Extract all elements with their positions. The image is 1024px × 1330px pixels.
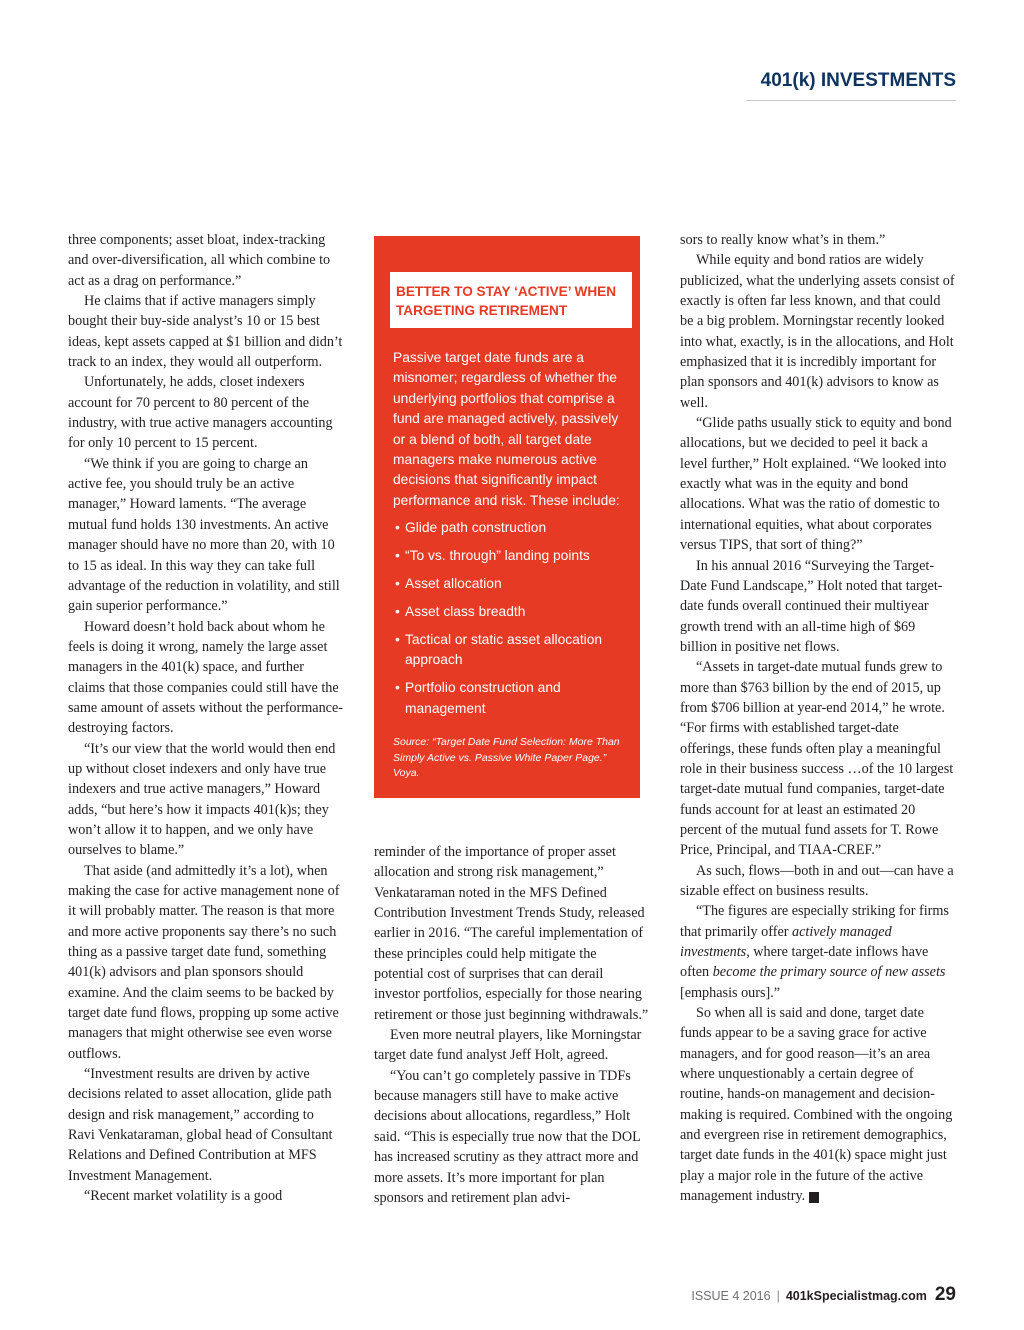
emphasis-text: actively managed investments (680, 923, 892, 961)
paragraph: sors to really know what’s in them.” (680, 232, 886, 248)
paragraph: “Glide paths usually stick to equity and bond allocations, but we decided to peel it back a level further,” Holt explained. “We looked into exactly what was in the equity and bond allocations. What was the ratio of domestic to international equities, what about corporates versus TIPS, that sort of thing?” (680, 415, 952, 554)
paragraph (680, 1003, 955, 1206)
sidebar-list-item (393, 630, 633, 671)
article-column-right (680, 230, 955, 1207)
text-run: “The figures are especially striking for firms that primarily offer (680, 903, 949, 940)
text-run: , where target-date inflows have often (680, 944, 929, 981)
end-mark-icon: K (809, 1192, 819, 1203)
text-run: So when all is said and done, target date funds appear to be a saving grace for active managers, and for good reason—it’s an area where unquestionably a certain degree of routine, hands-on management and decision-making is required. Combined with the ongoing and evergreen rise in retirement demographics, target date funds in the 401(k) space might just play a major role in the future of the active management industry. (680, 1005, 953, 1205)
paragraph: “It’s our view that the world would then end up without closet indexers and only have true indexers and true active managers,” Howard adds, “but here’s how it impacts 401(k)s; they won’t allow it to happen, and we only have ourselves to blame.” (68, 740, 336, 859)
article-column-middle (374, 842, 649, 1208)
paragraph: “Investment results are driven by active decisions related to asset allocation, glide path design and risk management,” according to Ravi Venkataraman, global head of Consultant Relations and Defined Contribution at MFS Investment Management. (68, 1066, 333, 1184)
paragraph (680, 901, 955, 1003)
bullet-icon: • (395, 604, 400, 619)
sidebar-list (393, 518, 633, 727)
sidebar-box (374, 236, 640, 798)
sidebar-source: Source: “Target Date Fund Selection: More Than Simply Active vs. Passive White Paper Page.” Voya. (393, 736, 620, 779)
section-header: 401(k) INVESTMENTS (746, 70, 956, 101)
sidebar-list-item (393, 602, 633, 622)
sidebar-item-label: Tactical or static asset allocation approach (405, 632, 603, 668)
paragraph: “You can’t go completely passive in TDFs because managers still have to make active decisions about allocations, regardless,” Holt said. “This is especially true now that the DOL has increased scrutiny as they attract more and more assets. It’s more important for plan sponsors and retirement plan advi- (374, 1067, 641, 1206)
paragraph: As such, flows—both in and out—can have a sizable effect on business results. (680, 862, 954, 899)
text-run: [emphasis ours].” (680, 984, 781, 1001)
issue-label: ISSUE 4 2016 (691, 1289, 771, 1303)
sidebar-title: BETTER TO STAY ‘ACTIVE’ WHEN TARGETING RETIREMENT (390, 272, 632, 328)
paragraph: In his annual 2016 “Surveying the Target-Date Fund Landscape,” Holt noted that target-date funds overall continued their multiyear growth trend with an all-time high of $69 billion in positive net flows. (680, 557, 943, 655)
bullet-icon: • (395, 680, 400, 696)
paragraph: That aside (and admittedly it’s a lot), when making the case for active management none of it will probably matter. The reason is that more and more active proponents say there’s no such thing as a passive target date fund, something 401(k) advisors and plan sponsors should examine. And the claim seems to be backed by target date fund flows, propping up some active managers that might otherwise see even worse outflows. (68, 862, 340, 1062)
page-number: 29 (934, 1284, 956, 1305)
sidebar-list-item (393, 678, 633, 719)
paragraph: “Assets in target-date mutual funds grew to more than $763 billion by the end of 2015, up from $706 billion at year-end 2014,” he wrote. “For firms with established target-date offerings, these funds often play a meaningful role in their business success …of the 10 largest target-date mutual fund companies, target-date funds account for at least an estimated 20 percent of the mutual fund assets for T. Rowe Price, Principal, and TIAA-CREF.” (680, 659, 954, 859)
bullet-icon: • (395, 520, 400, 535)
sidebar-list-item (393, 546, 633, 566)
bullet-icon: • (395, 576, 400, 591)
bullet-icon: • (395, 632, 400, 647)
paragraph: “We think if you are going to charge an active fee, you should truly be an active manager,” Howard laments. “The average mutual fund holds 130 investments. An active manager should have no more than 20, with 10 to 15 as ideal. In this way they can take full advantage of the reduction in volatility, and still gain superior performance.” (68, 455, 340, 615)
sidebar-item-label: Asset class breadth (405, 604, 526, 619)
sidebar-list-item (393, 574, 633, 594)
bullet-icon: • (395, 548, 400, 563)
emphasis-text: become the primary source of new assets (712, 964, 946, 981)
sidebar-list-item (393, 518, 633, 538)
sidebar-item-label: Glide path construction (405, 520, 547, 535)
page-footer (691, 1284, 956, 1306)
sidebar-item-label: “To vs. through” landing points (405, 548, 590, 563)
sidebar-intro: Passive target date funds are a misnomer; regardless of whether the underlying portfolios that comprise a fund are managed actively, passively or a blend of both, all target date managers make numerous active decisions that significantly impact performance and risk. These include: (393, 350, 620, 508)
paragraph: reminder of the importance of proper asset allocation and strong risk management,” Venkataraman noted in the MFS Defined Contribution Investment Trends Study, released earlier in 2016. “The careful implementation of these principles could help mitigate the potential cost of surprises that can derail investor portfolios, especially for those nearing retirement or those just beginning withdrawals.” (374, 844, 649, 1023)
paragraph: “Recent market volatility is a good (84, 1188, 283, 1205)
sidebar-item-label: Portfolio construction and management (405, 680, 561, 716)
article-column-left (68, 230, 343, 1207)
sidebar-item-label: Asset allocation (405, 576, 502, 591)
paragraph: While equity and bond ratios are widely publicized, what the underlying assets consist of exactly is often far less known, and that could be a big problem. Morningstar recently looked into what, exactly, is in the allocations, and Holt emphasized that it is incredibly important for plan sponsors and 401(k) advisors to know as well. (680, 252, 955, 411)
paragraph: three components; asset bloat, index-tracking and over-diversification, all which combine to act as a drag on performance.” (68, 232, 331, 289)
paragraph: He claims that if active managers simply bought their buy-side analyst’s 10 or 15 best ideas, kept assets capped at $1 billion and didn’t track to an index, they would all outperform. (68, 293, 343, 371)
site-link[interactable]: 401kSpecialistmag.com (785, 1289, 927, 1303)
paragraph: Unfortunately, he adds, closet indexers account for 70 percent to 80 percent of the industry, with true active managers accounting for only 10 percent to 15 percent. (68, 374, 333, 452)
paragraph: Even more neutral players, like Morningstar target date fund analyst Jeff Holt, agreed. (374, 1027, 642, 1064)
paragraph: Howard doesn’t hold back about whom he feels is doing it wrong, namely the large asset managers in the 401(k) space, and further claims that those companies could still have the same amount of assets without the performance-destroying factors. (68, 618, 343, 737)
footer-separator: | (776, 1289, 780, 1303)
